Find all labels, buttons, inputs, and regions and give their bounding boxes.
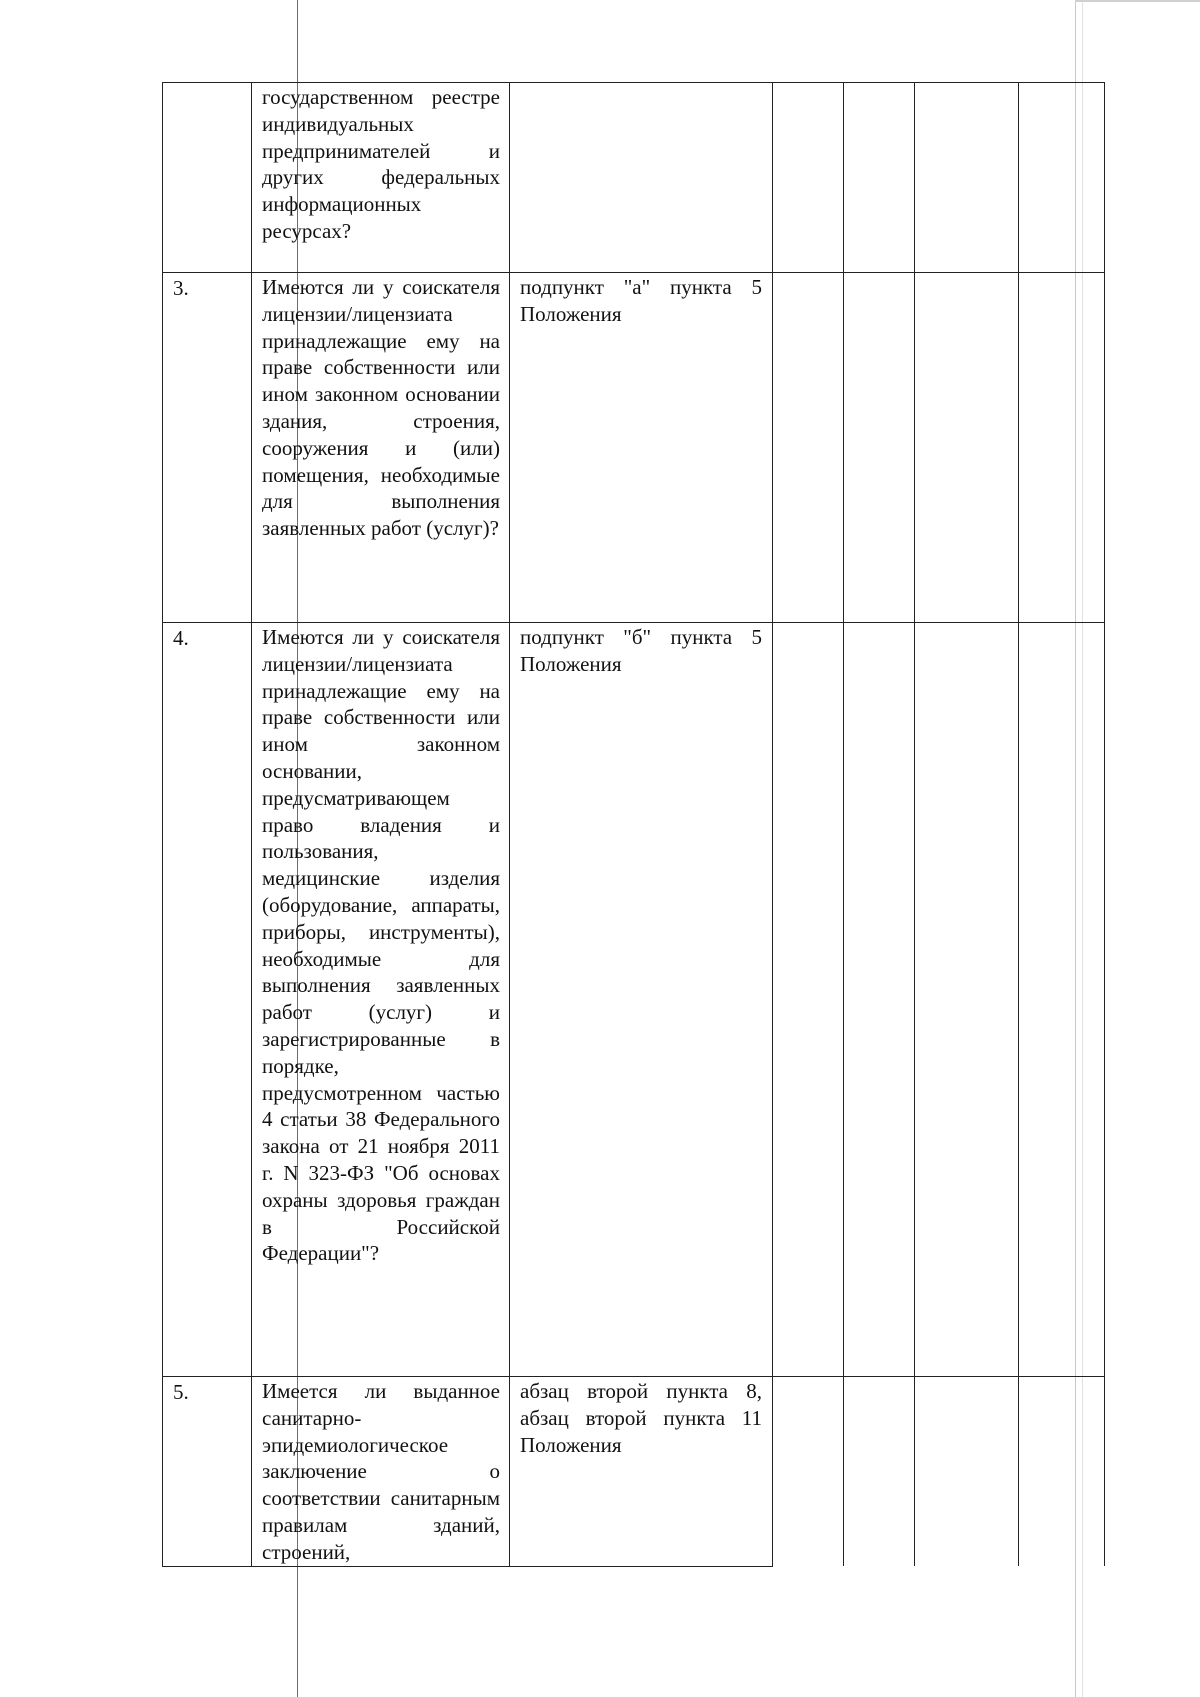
answer-na-cell xyxy=(915,83,1019,273)
notes-cell xyxy=(1019,1377,1105,1567)
answer-no-cell xyxy=(844,83,915,273)
reference-text xyxy=(510,83,772,84)
answer-no-cell xyxy=(844,1377,915,1567)
question-cell xyxy=(252,83,510,273)
answer-na-cell xyxy=(915,623,1019,1377)
table-row xyxy=(163,1377,1105,1567)
reference-cell xyxy=(510,623,773,1377)
reference-cell xyxy=(510,1377,773,1567)
reference-cell xyxy=(510,273,773,623)
answer-no-cell xyxy=(844,623,915,1377)
answer-yes-cell xyxy=(773,83,844,273)
row-number-cell xyxy=(163,1377,252,1567)
row-number: 4. xyxy=(173,626,189,650)
answer-yes-cell xyxy=(773,273,844,623)
question-cell xyxy=(252,623,510,1377)
table-row xyxy=(163,273,1105,623)
notes-cell xyxy=(1019,273,1105,623)
question-text: Имеются ли у соискателя лицензии/лицензиата принадлежащие ему на праве собственности или ином законном основании, предусматривающем право владения и пользования, медицинские изделия (оборудование, аппараты, приборы, инструменты), необходимые для выполнения заявленных работ (услуг) и зарегистрированные в порядке, предусмотренном частью 4 статьи 38 Федерального закона от 21 ноября 2011 г. N 323-ФЗ "Об основах охраны здоровья граждан в Российской Федерации"? xyxy=(262,625,500,1266)
question-text: Имеется ли выданное санитарно-эпидемиологическое заключение о соответствии санитарным правилам зданий, строений, xyxy=(262,1379,500,1564)
row-number: 3. xyxy=(173,276,189,300)
row-number: 5. xyxy=(173,1380,189,1404)
answer-na-cell xyxy=(915,273,1019,623)
notes-cell xyxy=(1019,623,1105,1377)
question-cell xyxy=(252,273,510,623)
answer-yes-cell xyxy=(773,1377,844,1567)
question-cell xyxy=(252,1377,510,1567)
answer-na-cell xyxy=(915,1377,1019,1567)
answer-no-cell xyxy=(844,273,915,623)
row-number-cell xyxy=(163,83,252,273)
answer-yes-cell xyxy=(773,623,844,1377)
row-number-cell xyxy=(163,623,252,1377)
reference-cell xyxy=(510,83,773,273)
table-row xyxy=(163,623,1105,1377)
page-corner-mark xyxy=(1075,0,1200,2)
reference-text: абзац второй пункта 8, абзац второй пункта 11 Положения xyxy=(520,1379,762,1457)
reference-text: подпункт "б" пункта 5 Положения xyxy=(520,625,762,676)
row-number-cell xyxy=(163,273,252,623)
reference-text: подпункт "а" пункта 5 Положения xyxy=(520,275,762,326)
question-text: государственном реестре индивидуальных предпринимателей и других федеральных информационных ресурсах? xyxy=(262,85,500,243)
table-row xyxy=(163,83,1105,273)
question-text: Имеются ли у соискателя лицензии/лицензиата принадлежащие ему на праве собственности или ином законном основании здания, строения, сооружения и (или) помещения, необходимые для выполнения заявленных работ (услуг)? xyxy=(262,275,500,541)
notes-cell xyxy=(1019,83,1105,273)
checklist-table xyxy=(162,82,1105,1567)
